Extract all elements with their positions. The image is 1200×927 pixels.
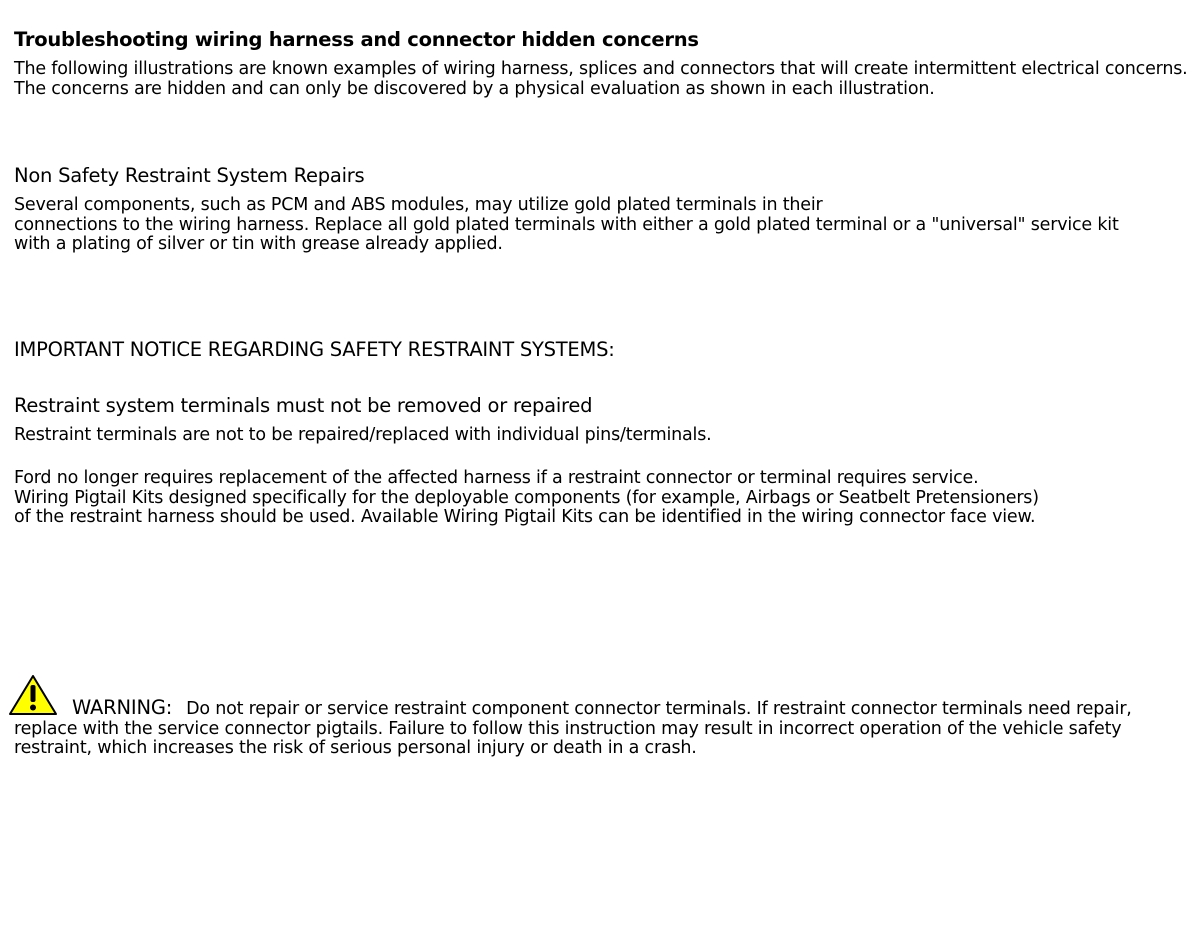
paragraph-line: The concerns are hidden and can only be discovered by a physical evaluation as shown in each illustration. <box>14 78 935 99</box>
troubleshooting-paragraph <box>14 60 1188 99</box>
warning-label: WARNING: <box>72 696 173 719</box>
non-safety-paragraph <box>14 196 1119 255</box>
paragraph-line: connections to the wiring harness. Replace all gold plated terminals with either a gold plated terminal or a "universal" service kit <box>14 214 1119 235</box>
paragraph-line: Wiring Pigtail Kits designed specifically for the deployable components (for example, Airbags or Seatbelt Pretensioners) <box>14 487 1039 508</box>
troubleshooting-heading: Troubleshooting wiring harness and connector hidden concerns <box>14 28 699 51</box>
non-safety-heading: Non Safety Restraint System Repairs <box>14 164 365 187</box>
warning-line: replace with the service connector pigtails. Failure to follow this instruction may result in incorrect operation of the vehicle safety <box>14 718 1122 739</box>
paragraph-line: The following illustrations are known examples of wiring harness, splices and connectors that will create intermittent electrical concerns. <box>14 59 1188 79</box>
paragraph-line: of the restraint harness should be used. Available Wiring Pigtail Kits can be identified in the wiring connector face view. <box>14 507 1036 527</box>
warning-first-line <box>14 698 1132 720</box>
warning-line: Do not repair or service restraint component connector terminals. If restraint connector terminals need repair, <box>186 699 1132 719</box>
paragraph-line: Ford no longer requires replacement of the affected harness if a restraint connector or terminal requires service. <box>14 468 979 488</box>
paragraph-line: Restraint terminals are not to be repaired/replaced with individual pins/terminals. <box>14 425 712 445</box>
paragraph-line: with a plating of silver or tin with grease already applied. <box>14 234 503 254</box>
ford-pigtail-paragraph <box>14 469 1039 528</box>
warning-line: restraint, which increases the risk of serious personal injury or death in a crash. <box>14 738 697 758</box>
important-notice-heading: IMPORTANT NOTICE REGARDING SAFETY RESTRAINT SYSTEMS: <box>14 338 615 361</box>
warning-text <box>14 698 1132 759</box>
paragraph-line: Several components, such as PCM and ABS modules, may utilize gold plated terminals in their <box>14 195 823 215</box>
restraint-terminals-paragraph <box>14 426 711 446</box>
restraint-terminals-heading: Restraint system terminals must not be removed or repaired <box>14 394 593 417</box>
